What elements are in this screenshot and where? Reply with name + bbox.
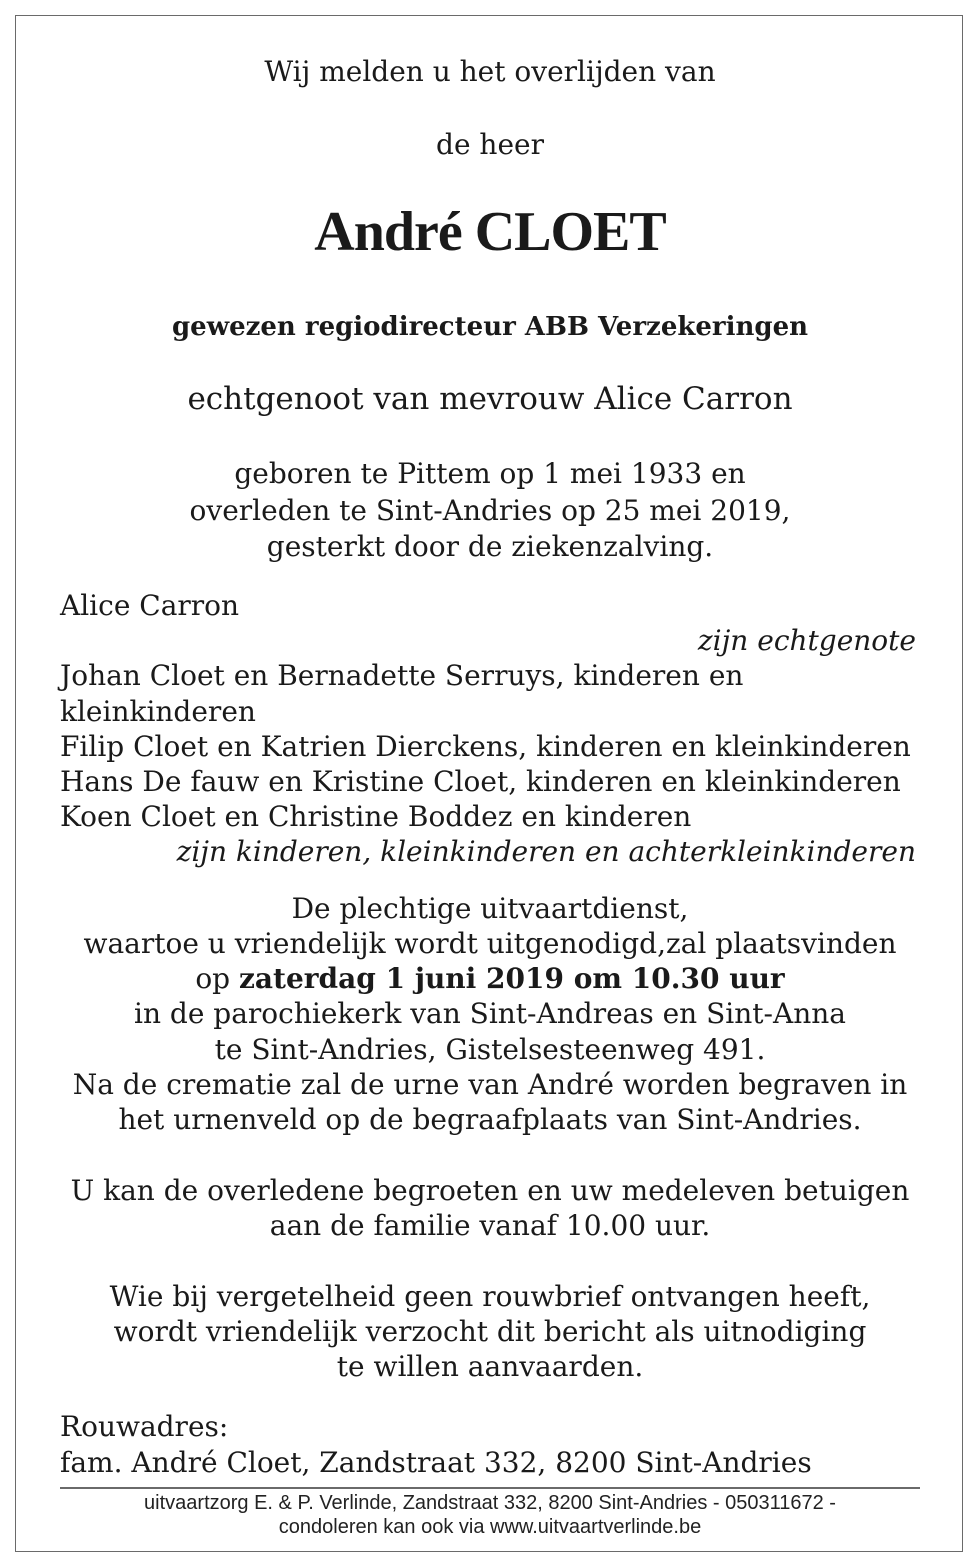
family-line: Koen Cloet en Christine Boddez en kinderen — [60, 800, 692, 833]
family-line: Hans De fauw en Kristine Cloet, kinderen en kleinkinderen — [60, 765, 901, 798]
family-spouse-caption: zijn echtgenote — [697, 624, 916, 657]
title-text: de heer — [436, 128, 544, 161]
address-label: Rouwadres: — [60, 1410, 229, 1443]
service-line: Na de crematie zal de urne van André worden begraven in — [72, 1068, 908, 1101]
service-date-line — [0, 962, 980, 995]
service-line: het urnenveld op de begraafplaats van Sint-Andries. — [118, 1103, 862, 1136]
service-date-prefix: op — [195, 962, 239, 995]
death-line: overleden te Sint-Andries op 25 mei 2019, — [189, 494, 791, 527]
service-line: De plechtige uitvaartdienst, — [291, 892, 689, 925]
notice-line: te willen aanvaarden. — [336, 1350, 644, 1383]
family-spouse: Alice Carron — [60, 589, 240, 622]
service-date: zaterdag 1 juni 2019 om 10.30 uur — [239, 962, 785, 995]
condolence-line: aan de familie vanaf 10.00 uur. — [269, 1209, 711, 1242]
sacrament-line: gesterkt door de ziekenzalving. — [266, 530, 714, 563]
family-line: Filip Cloet en Katrien Dierckens, kinderen en kleinkinderen — [60, 730, 911, 763]
family-line: Johan Cloet en Bernadette Serruys, kinderen en — [60, 659, 744, 692]
family-caption: zijn kinderen, kleinkinderen en achterkleinkinderen — [176, 835, 916, 868]
family-line: kleinkinderen — [60, 695, 256, 728]
footer-line: uitvaartzorg E. & P. Verlinde, Zandstraat 332, 8200 Sint-Andries - 050311672 - — [144, 1492, 836, 1514]
footer-website-line: condoleren kan ook via www.uitvaartverlinde.be — [278, 1516, 702, 1538]
deceased-name: André CLOET — [314, 201, 666, 263]
spouse-line: echtgenoot van mevrouw Alice Carron — [187, 381, 793, 417]
notice-line: Wie bij vergetelheid geen rouwbrief ontvangen heeft, — [109, 1280, 871, 1313]
address-value: fam. André Cloet, Zandstraat 332, 8200 Sint-Andries — [60, 1446, 812, 1479]
intro-text: Wij melden u het overlijden van — [264, 55, 716, 88]
service-line: waartoe u vriendelijk wordt uitgenodigd,zal plaatsvinden — [83, 927, 897, 960]
condolence-line: U kan de overledene begroeten en uw medeleven betuigen — [70, 1174, 910, 1207]
service-line: te Sint-Andries, Gistelsesteenweg 491. — [214, 1033, 766, 1066]
footer-divider — [60, 1487, 920, 1489]
notice-line: wordt vriendelijk verzocht dit bericht als uitnodiging — [113, 1315, 867, 1348]
birth-line: geboren te Pittem op 1 mei 1933 en — [234, 457, 746, 490]
function-text: gewezen regiodirecteur ABB Verzekeringen — [171, 312, 809, 342]
service-line: in de parochiekerk van Sint-Andreas en Sint-Anna — [134, 997, 846, 1030]
